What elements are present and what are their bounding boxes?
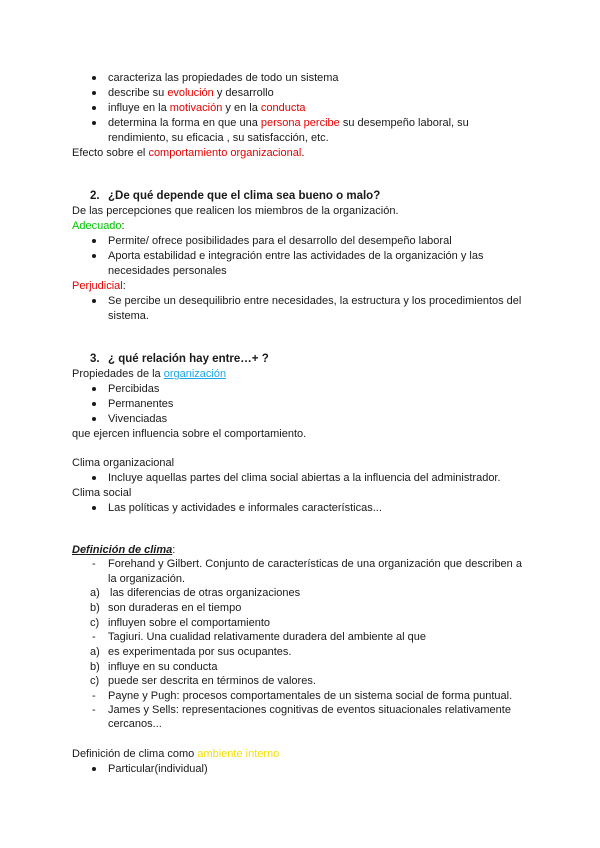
list-item: es experimentada por sus ocupantes.: [108, 646, 292, 658]
list-item: Se percibe un desequilibrio entre necesidades, la estructura y los procedimientos del: [108, 295, 522, 307]
bullet-dot: [92, 476, 96, 480]
text: :: [122, 280, 126, 292]
bullet-dot: [92, 506, 96, 510]
section-number: 3.: [90, 353, 100, 365]
letter-marker: a): [90, 587, 100, 599]
letter-marker: c): [90, 675, 100, 687]
text: Efecto sobre el: [72, 147, 149, 159]
list-item: puede ser descrita en términos de valores.: [108, 675, 316, 687]
dash-marker: -: [92, 631, 96, 643]
list-item: Vivenciadas: [108, 413, 168, 425]
list-item: Tagiuri. Una cualidad relativamente duradera del ambiente al que: [108, 631, 426, 643]
list-item-continuation: necesidades personales: [108, 265, 227, 277]
text: determina la forma en que una: [108, 117, 261, 129]
list-item: [108, 116, 469, 130]
paragraph: que ejercen influencia sobre el comportamiento.: [72, 428, 307, 440]
list-item: Incluye aquellas partes del clima social abiertas a la influencia del administrador.: [108, 472, 501, 484]
list-item-continuation: sistema.: [108, 310, 149, 322]
bullet-dot: [92, 299, 96, 303]
definition-title: [72, 543, 175, 557]
highlight-text: conducta: [260, 102, 306, 114]
subheading: [72, 219, 125, 233]
text: Propiedades de la: [72, 368, 164, 380]
text: describe su: [108, 87, 168, 99]
paragraph: Clima organizacional: [72, 457, 175, 469]
bullet-dot: [92, 239, 96, 243]
list-item: influyen sobre el comportamiento: [108, 617, 271, 629]
letter-marker: b): [90, 661, 100, 673]
bullet-dot: [92, 387, 96, 391]
letter-marker: b): [90, 602, 100, 614]
text: :: [172, 544, 176, 556]
list-item: [108, 86, 274, 100]
list-item-continuation: rendimiento, su eficacia , su satisfacción, etc.: [108, 132, 329, 144]
list-item: caracteriza las propiedades de todo un sistema: [108, 72, 339, 84]
paragraph: [72, 747, 279, 761]
text: y desarrollo: [213, 87, 274, 99]
list-item: Aporta estabilidad e integración entre las actividades de la organización y las: [108, 250, 484, 262]
list-item: Particular(individual): [108, 763, 208, 775]
list-item: Las políticas y actividades e informales características...: [108, 502, 382, 514]
bullet-dot: [92, 121, 96, 125]
highlight-text: Adecuado: [72, 220, 122, 232]
dash-marker: -: [92, 690, 96, 702]
highlight-text: motivación: [169, 102, 223, 114]
section-heading: ¿ qué relación hay entre…+ ?: [108, 353, 269, 365]
paragraph: De las percepciones que realicen los miembros de la organización.: [72, 205, 399, 217]
highlight-text: ambiente interno: [197, 748, 280, 760]
text: :: [121, 220, 125, 232]
link-text[interactable]: organización: [163, 368, 227, 380]
bullet-dot: [92, 106, 96, 110]
bullet-dot: [92, 254, 96, 258]
text: su desempeño laboral, su: [339, 117, 469, 129]
bullet-dot: [92, 76, 96, 80]
section-heading: ¿De qué depende que el clima sea bueno o malo?: [108, 190, 381, 202]
bullet-dot: [92, 91, 96, 95]
bullet-dot: [92, 402, 96, 406]
bullet-dot: [92, 417, 96, 421]
text: Definición de clima como: [72, 748, 198, 760]
subheading: [72, 279, 126, 293]
list-item-continuation: cercanos...: [108, 718, 162, 730]
section-number: 2.: [90, 190, 100, 202]
highlight-text: comportamiento organizacional: [148, 147, 302, 159]
text: y en la: [222, 102, 261, 114]
paragraph: [72, 367, 226, 381]
highlight-text: evolución: [167, 87, 214, 99]
list-item: Permite/ ofrece posibilidades para el desarrollo del desempeño laboral: [108, 235, 452, 247]
text: .: [301, 147, 305, 159]
paragraph: Clima social: [72, 487, 132, 499]
list-item: [108, 101, 306, 115]
list-item: Forehand y Gilbert. Conjunto de características de una organización que describen a: [108, 558, 522, 570]
paragraph: [72, 146, 304, 160]
list-item: Payne y Pugh: procesos comportamentales de un sistema social de forma puntual.: [108, 690, 513, 702]
list-item: influye en su conducta: [108, 661, 218, 673]
list-item: son duraderas en el tiempo: [108, 602, 242, 614]
dash-marker: -: [92, 704, 96, 716]
list-item-continuation: la organización.: [108, 573, 186, 585]
letter-marker: c): [90, 617, 100, 629]
list-item: James y Sells: representaciones cognitivas de eventos situacionales relativamente: [108, 704, 511, 716]
dash-marker: -: [92, 558, 96, 570]
highlight-text: Perjudicial: [72, 280, 123, 292]
bullet-dot: [92, 767, 96, 771]
text: Definición de clima: [72, 544, 173, 556]
list-item: Percibidas: [108, 383, 160, 395]
text: influye en la: [108, 102, 170, 114]
list-item: las diferencias de otras organizaciones: [110, 587, 301, 599]
list-item: Permanentes: [108, 398, 174, 410]
highlight-text: persona percibe: [260, 117, 340, 129]
letter-marker: a): [90, 646, 100, 658]
